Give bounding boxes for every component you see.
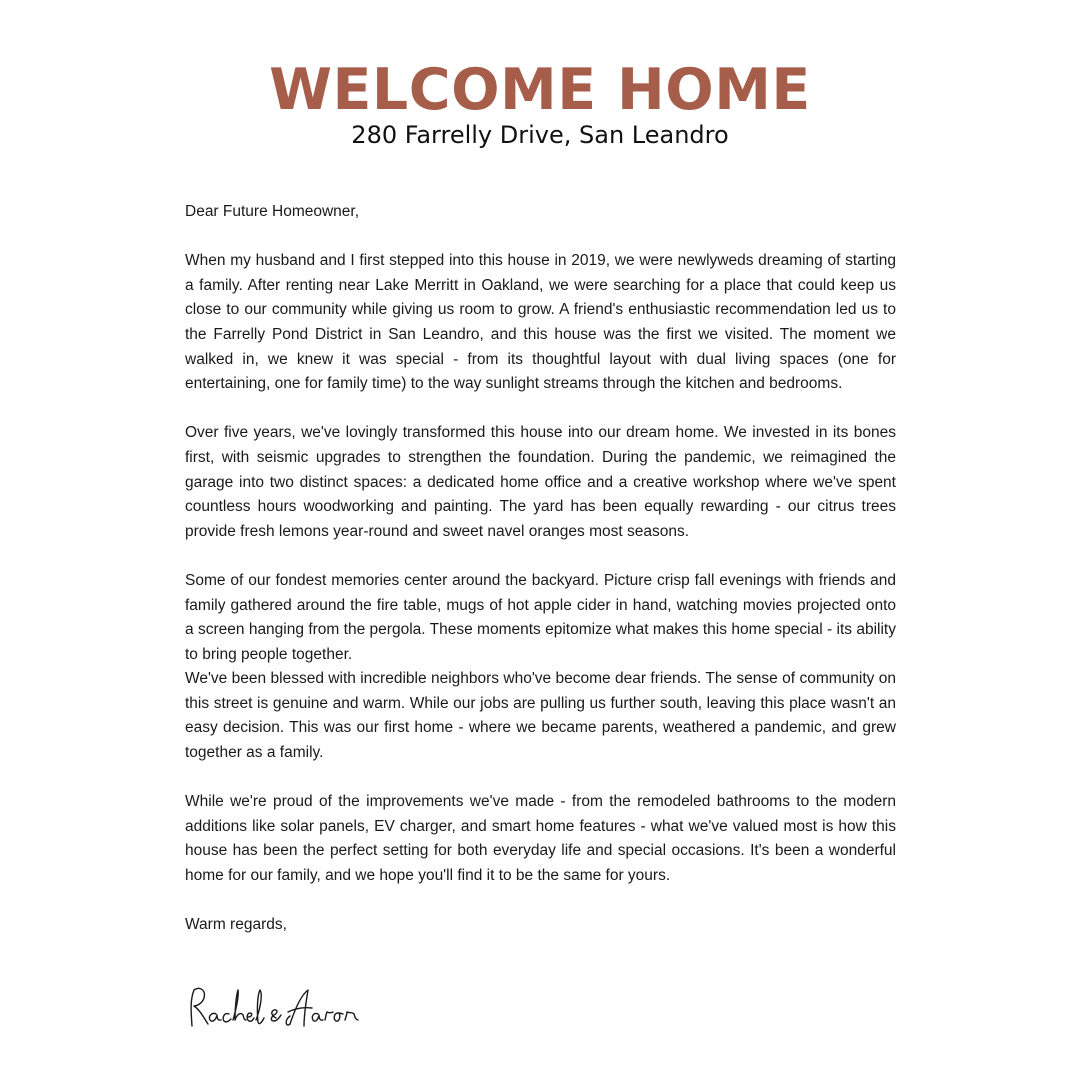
paragraph-2: Over five years, we've lovingly transformed this house into our dream home. We invested in its bones first, with seismic upgrades to strengthen the foundation. During the pandemic, we reimagined the garage into two distinct spaces: a dedicated home office and a creative workshop where we've spent countless hours woodworking and painting. The yard has been equally rewarding - our citrus trees provide fresh lemons year-round and sweet navel oranges most seasons.	[185, 424, 896, 540]
salutation: Dear Future Homeowner,	[185, 203, 360, 220]
paragraph-5: While we're proud of the improvements we've made - from the remodeled bathrooms to the modern additions like solar panels, EV charger, and smart home features - what we've valued most is how this house has been the perfect setting for both everyday life and special occasions. It's been a wonderful home for our family, and we hope you'll find it to be the same for yours.	[185, 793, 896, 885]
property-address: 280 Farrelly Drive, San Leandro	[351, 121, 729, 149]
closing: Warm regards,	[185, 916, 287, 934]
paragraph-3: Some of our fondest memories center around the backyard. Picture crisp fall evenings with friends and family gathered around the fire table, mugs of hot apple cider in hand, watching movies projected onto a screen hanging from the pergola. These moments epitomize what makes this home special - its ability to bring people together.	[185, 571, 896, 663]
paragraph-1: When my husband and I first stepped into this house in 2019, we were newlyweds dreaming of starting a family. After renting near Lake Merritt in Oakland, we were searching for a place that could keep us close to our community while giving us room to grow. A friend's enthusiastic recommendation led us to the Farrelly Pond District in San Leandro, and this house was the first we visited. The moment we walked in, we knew it was special - from its thoughtful layout with dual living spaces (one for entertaining, one for family time) to the way sunlight streams through the kitchen and bedrooms.	[185, 252, 896, 393]
paragraph-4: We've been blessed with incredible neighbors who've become dear friends. The sense of community on this street is genuine and warm. While our jobs are pulling us further south, leaving this place wasn't an easy decision. This was our first home - where we became parents, weathered a pandemic, and grew together as a family.	[185, 670, 896, 762]
page-title: WELCOME HOME	[269, 57, 811, 123]
handwritten-signature	[186, 982, 366, 1036]
letter-body	[185, 200, 896, 938]
